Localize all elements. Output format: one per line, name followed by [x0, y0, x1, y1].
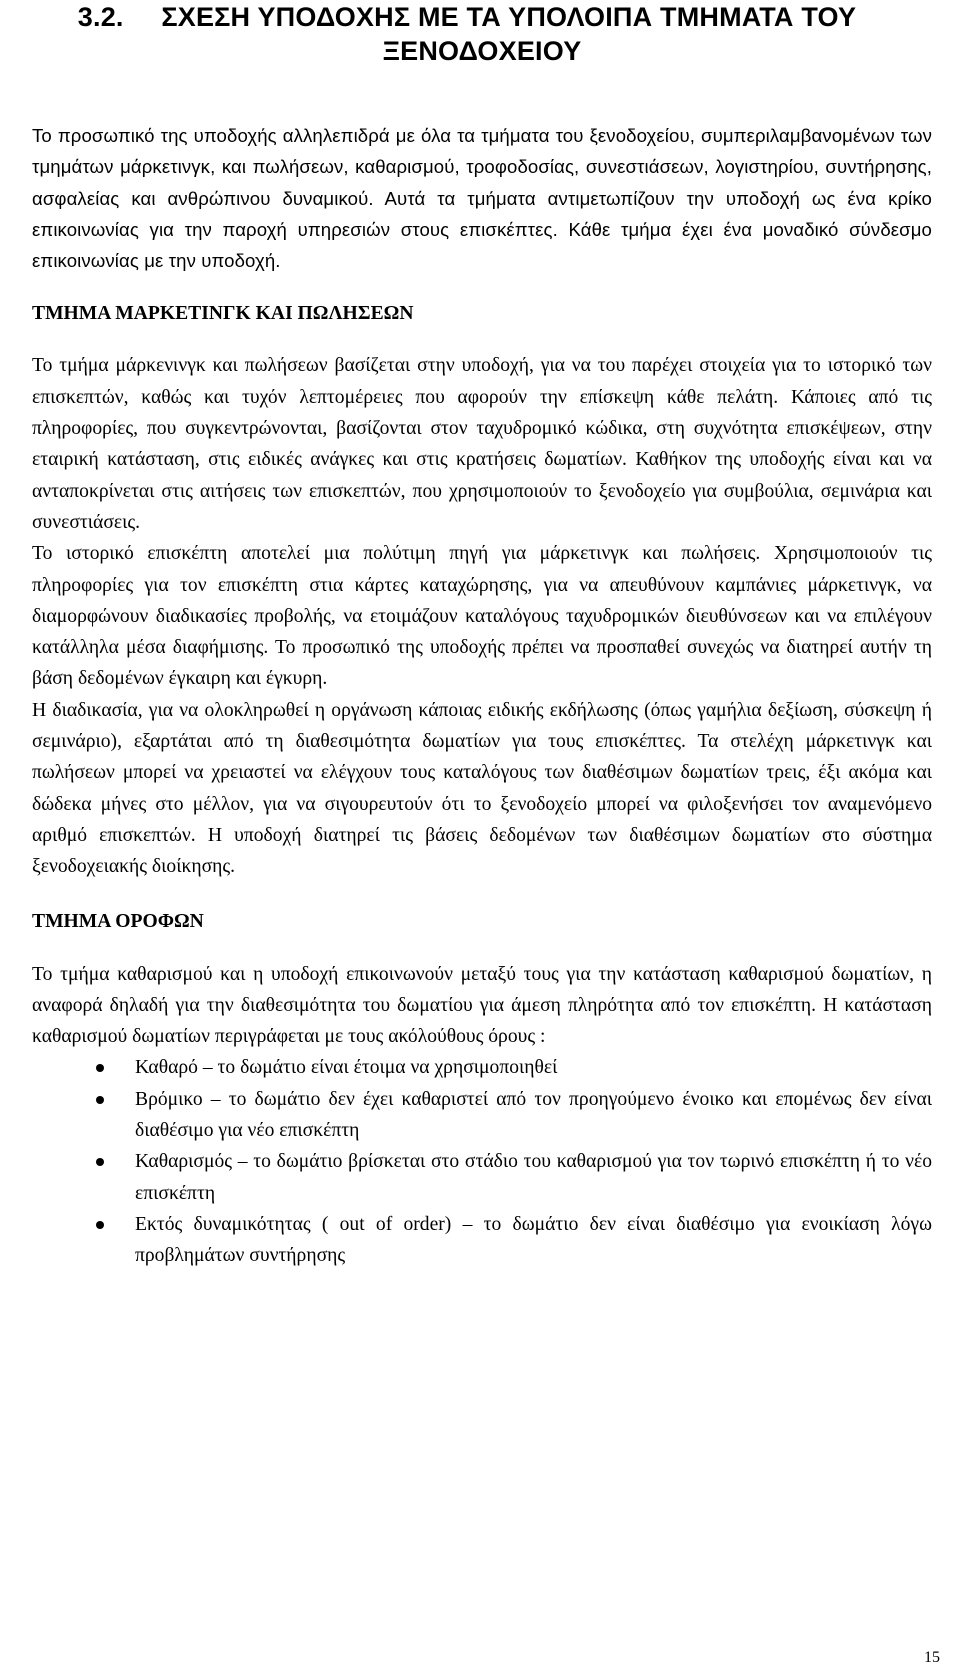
bullet-icon: [96, 1158, 104, 1166]
document-page: [32, 0, 932, 1272]
marketing-paragraph-2: Το ιστορικό επισκέπτη αποτελεί μια πολύτιμη πηγή για μάρκετινγκ και πωλήσεις. Χρησιμοποιούν τις πληροφορίες για τον επισκέπτη στια κάρτες καταχώρησης, για να απευθύνουν καμπάνιες μάρκετινγκ, να διαμορφώνουν διαδικασίες προβολής, να ετοιμάζουν καταλόγους ταχυδρομικών διευθύνσεων και να επιλέγουν κατάλληλα μέσα διαφήμισης. Το προσωπικό της υποδοχής πρέπει να προσπαθεί συνεχώς να διατηρεί αυτήν τη βάση δεδομένων έγκαιρη και έγκυρη.: [32, 543, 932, 690]
room-status-list: [32, 1052, 932, 1271]
marketing-paragraph-3: Η διαδικασία, για να ολοκληρωθεί η οργάνωση κάποιας ειδικής εκδήλωσης (όπως γαμήλια δεξίωση, σύσκεψη ή σεμινάριο), εξαρτάται από τη διαθεσιμότητα δωματίων για τους επισκέπτες. Τα στελέχη μάρκετινγκ και πωλήσεων μπορεί να χρειαστεί να ελέγχουν τους καταλόγους των διαθέσιμων δωματίων τρεις, έξι ακόμα και δώδεκα μήνες στο μέλλον, για να σιγουρευτούν ότι το ξενοδοχείο μπορεί να φιλοξενήσει τον αναμενόμενο αριθμό επισκεπτών. Η υποδοχή διατηρεί τις βάσεις δεδομένων των διαθέσιμων δωματίων στο σύστημα ξενοδοχειακής διοίκησης.: [32, 699, 932, 878]
list-item-text: Καθαρό – το δωμάτιο είναι έτοιμα να χρησιμοποιηθεί: [135, 1057, 558, 1079]
bullet-icon: [96, 1221, 104, 1229]
bullet-icon: [96, 1064, 104, 1072]
list-item-text: Βρόμικο – το δωμάτιο δεν έχει καθαριστεί από τον προηγούμενο ένοικο και επομένως δεν είναι διαθέσιμο για νέο επισκέπτη: [135, 1088, 932, 1142]
chapter-title-line2: ΞΕΝΟΔΟΧΕΙΟΥ: [382, 36, 582, 66]
floors-paragraph: Το τμήμα καθαρισμού και η υποδοχή επικοινωνούν μεταξύ τους για την κατάσταση καθαρισμού δωματίων, η αναφορά δηλαδή για την διαθεσιμότητα του δωματίου για άμεση πληρότητα από τον επισκέπτη. Η κατάσταση καθαρισμού δωματίων περιγράφεται με τους ακόλούθους όρους :: [32, 963, 932, 1048]
list-item-text: Καθαρισμός – το δωμάτιο βρίσκεται στο στάδιο του καθαρισμού για τον τωρινό επισκέπτη ή το νέο επισκέπτη: [135, 1151, 932, 1204]
list-item: [32, 1084, 932, 1147]
chapter-title: [32, 0, 932, 68]
chapter-title-line1: ΣΧΕΣΗ ΥΠΟΔΟΧΗΣ ΜΕ ΤΑ ΥΠΟΛΟΙΠΑ ΤΜΗΜΑΤΑ ΤΟΥ: [161, 2, 857, 32]
chapter-number: 3.2.: [77, 2, 124, 32]
marketing-heading: ΤΜΗΜΑ ΜΑΡΚΕΤΙΝΓΚ ΚΑΙ ΠΩΛΗΣΕΩΝ: [32, 303, 414, 325]
list-item: [32, 1209, 932, 1272]
list-item-text: Εκτός δυναμικότητας ( out of order) – το δωμάτιο δεν είναι διαθέσιμο για ενοικίαση λόγω προβλημάτων συντήρησης: [135, 1213, 932, 1267]
page-number: 15: [924, 1649, 940, 1666]
bullet-icon: [96, 1096, 104, 1104]
list-item: [32, 1052, 932, 1083]
marketing-paragraph-1: Το τμήμα μάρκενινγκ και πωλήσεων βασίζεται στην υποδοχή, για να του παρέχει στοιχεία για το ιστορικό των επισκεπτών, καθώς και τυχόν λεπτομέρειες που αφορούν την επίσκεψη κάθε πελάτη. Κάποιες από τις πληροφορίες, που συγκεντρώνονται, βασίζονται στον ταχυδρομικό κώδικα, στη συχνότητα επισκέψεων, στην εταιρική κατάσταση, στις ειδικές ανάγκες και στις κρατήσεις δωματίων. Καθήκον της υποδοχής είναι και να ανταποκρίνεται στις αιτήσεις των επισκεπτών, που χρησιμοποιούν το ξενοδοχείο για συμβούλια, σεμινάρια και συνεστιάσεις.: [32, 355, 932, 533]
list-item: [32, 1146, 932, 1209]
floors-heading: ΤΜΗΜΑ ΟΡΟΦΩΝ: [32, 910, 204, 932]
intro-paragraph: Το προσωπικό της υποδοχής αλληλεπιδρά με όλα τα τμήματα του ξενοδοχείου, συμπεριλαμβανομένων των τμημάτων μάρκετινγκ, και πωλήσεων, καθαρισμού, τροφοδοσίας, συνεστιάσεων, λογιστηρίου, συντήρησης, ασφαλείας και ανθρώπινου δυναμικού. Αυτά τα τμήματα αντιμετωπίζουν την υποδοχή ως ένα κρίκο επικοινωνίας για την παροχή υπηρεσιών στους επισκέπτες. Κάθε τμήμα έχει ένα μοναδικό σύνδεσμο επικοινωνίας με την υποδοχή.: [32, 125, 932, 272]
